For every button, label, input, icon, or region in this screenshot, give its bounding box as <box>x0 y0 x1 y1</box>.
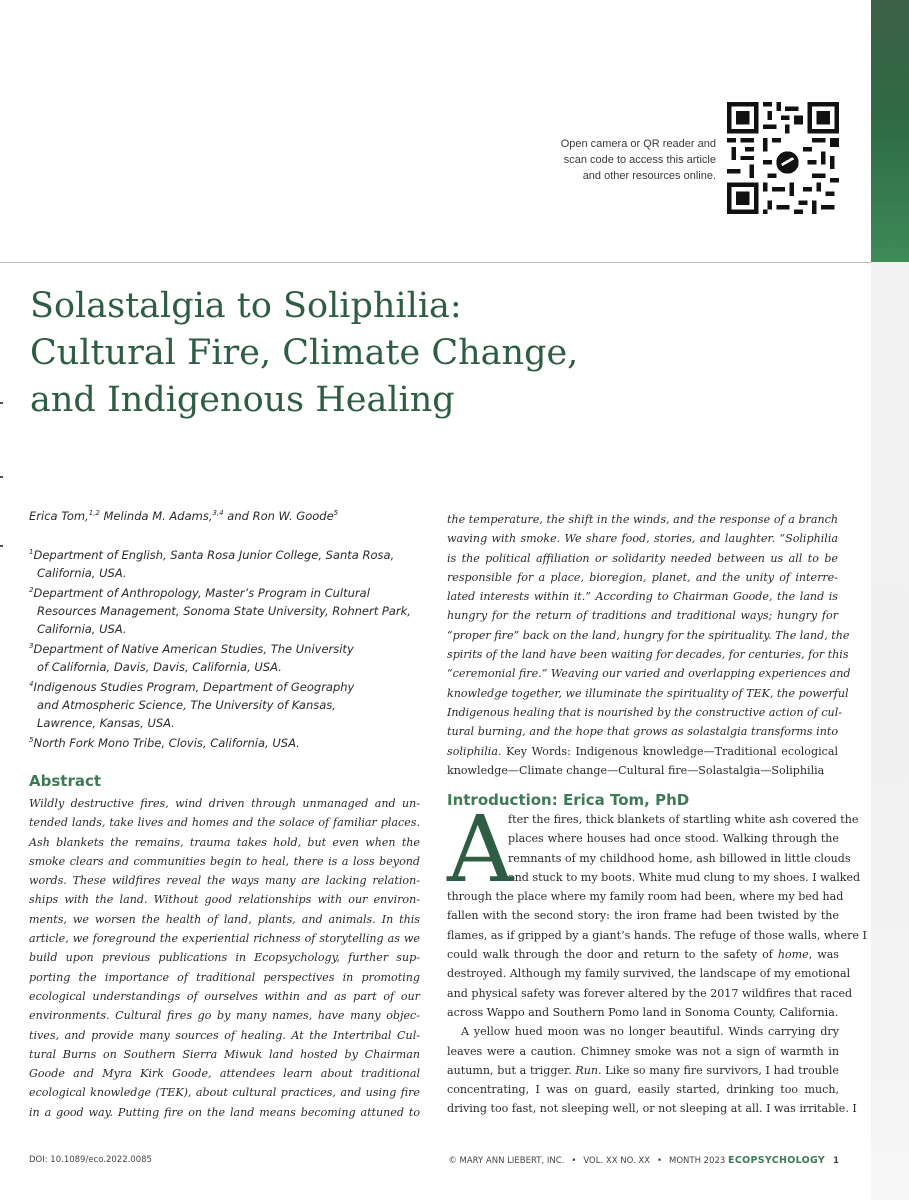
drop-cap: A <box>447 796 514 903</box>
body-line: across Wappo and Southern Pomo land in Sonoma County, California. <box>447 1005 839 1019</box>
abstract-line: tural Burns on Southern Sierra Miwuk land hosted by Chairman <box>29 1047 420 1061</box>
affiliation-number: 3 <box>29 642 34 651</box>
affiliation-line: and Atmospheric Science, The University of Kansas, <box>37 698 336 712</box>
doi-link[interactable]: DOI: 10.1089/eco.2022.0085 <box>29 1155 152 1165</box>
affiliation <box>29 734 429 752</box>
abstract-line: Ash blankets the remains, trauma takes hold, but even when the <box>29 835 420 849</box>
qr-instructions <box>476 136 716 184</box>
body-text: , was <box>808 948 839 962</box>
abstract-line: “proper fire” back on the land, hungry for the spirituality. The land, the <box>447 628 850 642</box>
qr-text-line: Open camera or QR reader and <box>560 138 716 150</box>
abstract-line: porting the importance of traditional perspectives in promoting <box>29 970 420 984</box>
issue-month: MONTH 2023 <box>669 1156 726 1166</box>
abstract-line: words. These wildfires reveal the ways many are lacking relation- <box>29 874 420 888</box>
author-affil-ref: 5 <box>333 509 339 518</box>
body-line: through the place where my family room had been, where my bed had <box>447 890 844 904</box>
affiliations <box>29 546 429 754</box>
body-text: autumn, but a trigger. <box>447 1063 576 1077</box>
affiliation-line: Indigenous Studies Program, Department of Geography <box>33 680 355 694</box>
author-name: Melinda M. Adams, <box>99 509 213 523</box>
abstract-line: build upon previous publications in Ecopsychology, further sup- <box>29 951 420 965</box>
author-affil-ref: 3,4 <box>212 509 224 518</box>
journal-color-bar <box>871 0 909 262</box>
abstract-line: knowledge together, we illuminate the spirituality of TEK, the powerful <box>447 686 849 700</box>
affiliation-number: 1 <box>29 548 34 557</box>
body-line: driving too fast, not sleeping well, or not sleeping at all. I was irritable. I <box>447 1102 857 1116</box>
page-footer <box>29 1155 839 1169</box>
affiliation-line: Department of Anthropology, Master’s Program in Cultural <box>33 586 370 600</box>
volume-issue: VOL. XX NO. XX <box>583 1156 650 1166</box>
body-text: Like so many fire survivors, I had trouble <box>601 1063 839 1077</box>
body-line <box>447 945 839 964</box>
affiliation-line: Lawrence, Kansas, USA. <box>37 716 175 730</box>
body-line <box>447 1061 839 1080</box>
keywords-line: knowledge—Climate change—Cultural fire—Solastalgia—Soliphilia <box>447 763 825 777</box>
abstract-line: is the political affiliation or solidarity needed between us all to be <box>447 551 838 565</box>
affiliation-line: Resources Management, Sonoma State University, Rohnert Park, <box>37 604 411 618</box>
abstract-line: environments. Cultural fires go by many names, have many objec- <box>29 1009 420 1023</box>
body-line: places where houses had once stood. Walking through the <box>508 832 839 846</box>
affiliation-line: Department of English, Santa Rosa Junior College, Santa Rosa, <box>33 548 395 562</box>
affiliation-number: 5 <box>29 736 34 745</box>
abstract-line: responsible for a place, bioregion, planet, and the unity of interre- <box>447 570 838 584</box>
body-line: leaves were a caution. Chimney smoke was not a sign of warmth in <box>447 1044 839 1058</box>
abstract-line: ecological knowledge (TEK), about cultural practices, and using fire <box>29 1086 420 1100</box>
abstract-line: ments, we worsen the health of land, plants, and animals. In this <box>29 912 420 926</box>
title-line: and Indigenous Healing <box>30 380 455 420</box>
affiliation <box>29 678 429 732</box>
affiliation-number: 2 <box>29 586 34 595</box>
affiliation-line: California, USA. <box>37 566 127 580</box>
body-line: destroyed. Although my family survived, the landscape of my emotional <box>447 967 851 981</box>
body-line: A yellow hued moon was no longer beautiful. Winds carrying dry <box>461 1025 839 1039</box>
body-line: and physical safety was forever altered by the 2017 wildfires that raced <box>447 986 853 1000</box>
affiliation <box>29 546 429 582</box>
keywords: Key Words: Indigenous knowledge—Traditional ecological <box>501 744 838 758</box>
qr-code-icon[interactable] <box>727 102 839 214</box>
abstract-line: smoke clears and communities begin to heal, there is a loss beyond <box>29 854 420 868</box>
abstract-line: tural burning, and the hope that grows as solastalgia transforms into <box>447 725 838 739</box>
abstract-line: ships with the land. Without good relationships with our environ- <box>29 893 420 907</box>
title-line: Cultural Fire, Climate Change, <box>30 333 579 373</box>
body-line: fter the fires, thick blankets of startling white ash covered the <box>508 813 859 826</box>
abstract-text-left <box>29 794 420 1122</box>
header-rule <box>0 262 871 263</box>
publisher: © MARY ANN LIEBERT, INC. <box>448 1156 565 1166</box>
body-text: could walk through the door and return to the safety of <box>447 948 778 962</box>
abstract-line: Indigenous healing that is nourished by the constructive action of cul- <box>447 705 842 719</box>
abstract-line: Wildly destructive fires, wind driven through unmanaged and un- <box>29 797 420 810</box>
journal-name: ECOPSYCHOLOGY <box>728 1155 826 1166</box>
body-line: concentrating, I was on guard, easily started, drinking too much, <box>447 1083 839 1097</box>
abstract-line: tended lands, take lives and homes and the solace of familiar places. <box>29 816 420 830</box>
affiliation <box>29 584 429 638</box>
abstract-heading: Abstract <box>29 772 102 790</box>
margin-mark <box>0 476 3 478</box>
author-name: Erica Tom, <box>29 509 89 523</box>
affiliation <box>29 640 429 676</box>
abstract-text-right <box>447 510 851 780</box>
body-line: fallen with the second story: the iron frame had been twisted by the <box>447 909 839 923</box>
abstract-line: Goode and Myra Kirk Goode, attendees learn about traditional <box>29 1067 420 1081</box>
affiliation-line: Department of Native American Studies, The University <box>33 642 354 656</box>
abstract-line: tives, and provide many sources of healing. At the Intertribal Cul- <box>29 1028 420 1042</box>
author-name: and Ron W. Goode <box>223 509 334 523</box>
keywords-line <box>447 742 838 761</box>
margin-mark <box>0 545 3 547</box>
affiliation-number: 4 <box>29 680 34 689</box>
qr-text-line: scan code to access this article <box>563 154 716 166</box>
emphasis: Run. <box>575 1063 602 1077</box>
footer-info <box>448 1155 839 1166</box>
footer-separator: • <box>657 1156 663 1166</box>
body-line: and stuck to my boots. White mud clung to my shoes. I walked <box>508 870 861 884</box>
affiliation-line: North Fork Mono Tribe, Clovis, California, USA. <box>33 736 300 750</box>
article-title <box>30 283 790 424</box>
footer-separator: • <box>571 1156 577 1166</box>
body-line: flames, as if gripped by a giant’s hands. The refuge of those walls, where I <box>447 928 867 942</box>
abstract-last-word: soliphilia. <box>447 744 502 758</box>
body-line: remnants of my childhood home, ash billowed in little clouds <box>508 851 851 865</box>
page-number: 1 <box>833 1156 839 1166</box>
abstract-line: in a good way. Putting fire on the land means becoming attuned to <box>29 1105 420 1119</box>
title-line: Solastalgia to Soliphilia: <box>30 286 462 326</box>
emphasis: home <box>777 948 809 962</box>
author-list <box>29 509 429 523</box>
affiliation-line: California, USA. <box>37 622 127 636</box>
abstract-line: ecological understandings of ourselves within and as part of our <box>29 989 420 1003</box>
abstract-line: the temperature, the shift in the winds, and the response of a branch <box>447 513 838 526</box>
introduction-heading: Introduction: Erica Tom, PhD <box>447 791 690 809</box>
author-affil-ref: 1,2 <box>88 509 100 518</box>
abstract-line: “ceremonial fire.” Weaving our varied and overlapping experiences and <box>447 667 851 681</box>
abstract-line: spirits of the land have been waiting for decades, for centuries, for this <box>447 648 849 662</box>
qr-text-line: and other resources online. <box>582 170 716 182</box>
abstract-line: article, we foreground the experiential richness of storytelling as we <box>29 932 420 946</box>
affiliation-line: of California, Davis, Davis, California, USA. <box>37 660 282 674</box>
abstract-line: lated interests within it.” According to Chairman Goode, the land is <box>447 590 838 604</box>
abstract-line: waving with smoke. We share food, stories, and laughter. “Soliphilia <box>447 532 838 546</box>
abstract-line: hungry for the return of traditions and traditional ways; hungry for <box>447 609 838 623</box>
margin-mark <box>0 402 3 404</box>
